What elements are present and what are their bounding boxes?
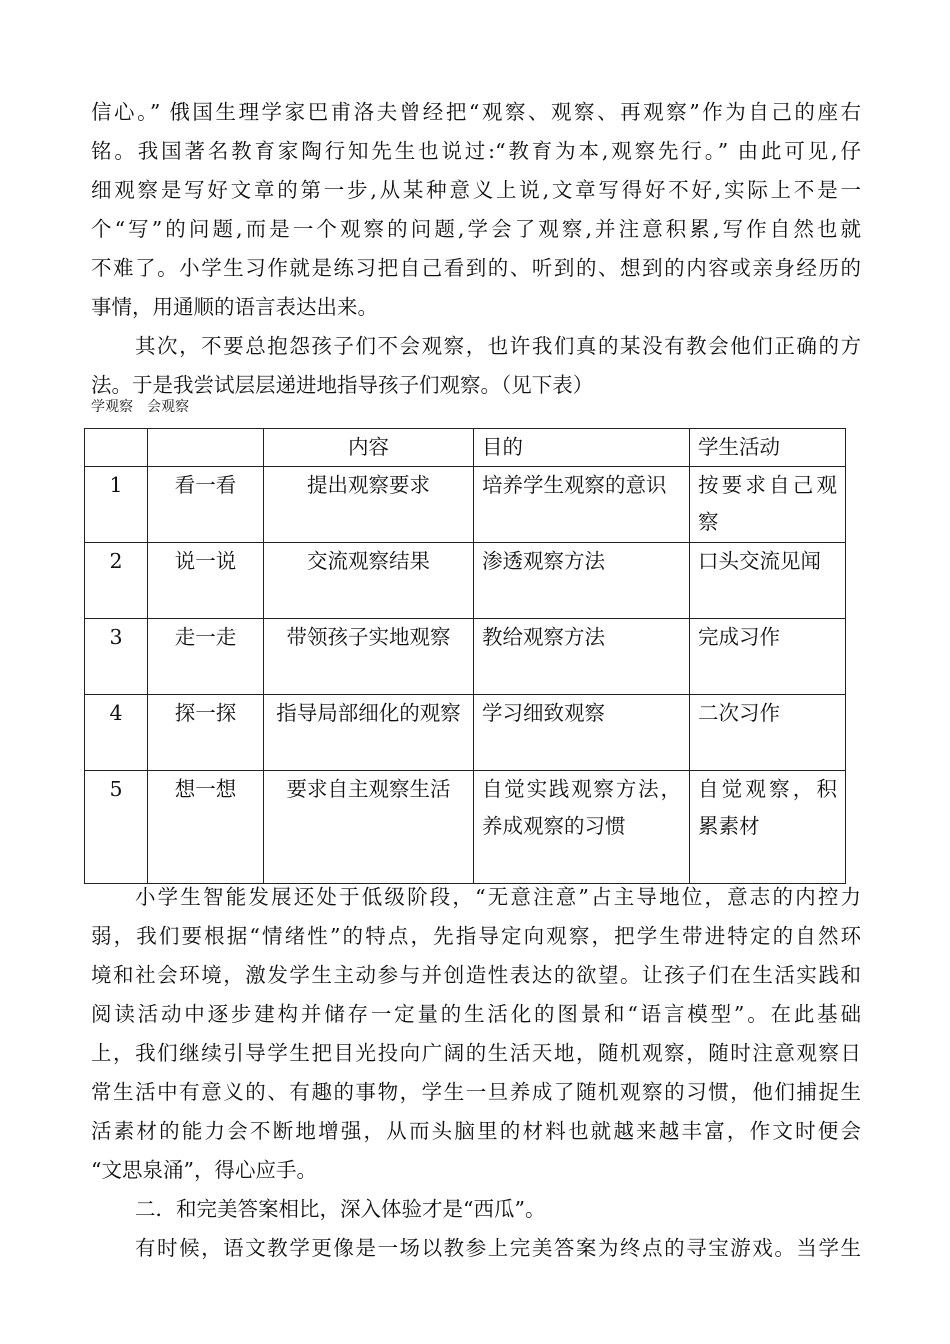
row-purpose: 学习细致观察 xyxy=(474,695,690,771)
text-line: 阅读活动中逐步建构并储存一定量的生活化的图景和“语言模型”。在此基础 xyxy=(91,1002,861,1026)
row-activity: 完成习作 xyxy=(690,619,846,695)
row-content: 带领孩子实地观察 xyxy=(264,619,474,695)
table-row xyxy=(85,619,846,695)
text-line: 活素材的能力会不断地增强，从而头脑里的材料也就越来越丰富，作文时便会 xyxy=(91,1119,861,1143)
text-line: 境和社会环境，激发学生主动参与并创造性表达的欲望。让孩子们在生活实践和 xyxy=(91,963,861,987)
table-header-row xyxy=(85,429,846,467)
text-line: 细观察是写好文章的第一步,从某种意义上说,文章写得好不好,实际上不是一 xyxy=(91,178,861,202)
row-activity: 二次习作 xyxy=(690,695,846,771)
text-line: 常生活中有意义的、有趣的事物，学生一旦养成了随机观察的习惯，他们捕捉生 xyxy=(91,1080,861,1104)
row-number: 1 xyxy=(85,467,148,543)
row-step: 探一探 xyxy=(148,695,264,771)
table-row xyxy=(85,771,846,884)
text-line: 事情，用通顺的语言表达出来。 xyxy=(91,295,378,319)
row-activity: 口头交流见闻 xyxy=(690,543,846,619)
row-content: 要求自主观察生活 xyxy=(264,771,474,884)
row-purpose: 教给观察方法 xyxy=(474,619,690,695)
text-line: 个“写”的问题,而是一个观察的问题,学会了观察,并注意积累,写作自然也就 xyxy=(91,217,861,241)
row-content: 指导局部细化的观察 xyxy=(264,695,474,771)
row-purpose: 培养学生观察的意识 xyxy=(474,467,690,543)
text-line: 法。于是我尝试层层递进地指导孩子们观察。（见下表） xyxy=(91,373,594,397)
row-number: 5 xyxy=(85,771,148,884)
table-caption: 学观察 会观察 xyxy=(91,399,189,415)
text-line: “文思泉涌”，得心应手。 xyxy=(91,1158,317,1182)
table-row xyxy=(85,467,846,543)
table-row xyxy=(85,695,846,771)
row-content: 交流观察结果 xyxy=(264,543,474,619)
text-line: 有时候，语文教学更像是一场以教参上完美答案为终点的寻宝游戏。当学生 xyxy=(135,1236,861,1260)
row-content: 提出观察要求 xyxy=(264,467,474,543)
row-step: 看一看 xyxy=(148,467,264,543)
text-line: 铭。我国著名教育家陶行知先生也说过:“教育为本,观察先行。” 由此可见,仔 xyxy=(91,139,861,163)
table-row xyxy=(85,543,846,619)
row-purpose: 渗透观察方法 xyxy=(474,543,690,619)
text-line: 其次，不要总抱怨孩子们不会观察，也许我们真的某没有教会他们正确的方 xyxy=(135,334,861,358)
header-cell-purpose: 目的 xyxy=(474,429,690,467)
row-step: 想一想 xyxy=(148,771,264,884)
row-number: 2 xyxy=(85,543,148,619)
header-cell xyxy=(85,429,148,467)
text-line: 信心。” 俄国生理学家巴甫洛夫曾经把“观察、观察、再观察”作为自己的座右 xyxy=(91,100,861,124)
observation-table xyxy=(84,428,846,884)
row-number: 3 xyxy=(85,619,148,695)
row-purpose: 自觉实践观察方法，养成观察的习惯 xyxy=(474,771,690,884)
text-line: 弱，我们要根据“情绪性”的特点，先指导定向观察，把学生带进特定的自然环 xyxy=(91,924,861,948)
text-line: 不难了。小学生习作就是练习把自己看到的、听到的、想到的内容或亲身经历的 xyxy=(91,256,861,280)
header-cell xyxy=(148,429,264,467)
section-heading: 二．和完美答案相比，深入体验才是“西瓜”。 xyxy=(135,1197,546,1221)
text-line: 小学生智能发展还处于低级阶段，“无意注意”占主导地位，意志的内控力 xyxy=(135,885,861,909)
text-line: 上，我们继续引导学生把目光投向广阔的生活天地，随机观察，随时注意观察日 xyxy=(91,1041,861,1065)
row-activity: 自觉观察，积累素材 xyxy=(690,771,846,884)
row-step: 说一说 xyxy=(148,543,264,619)
row-step: 走一走 xyxy=(148,619,264,695)
row-activity: 按要求自己观察 xyxy=(690,467,846,543)
row-number: 4 xyxy=(85,695,148,771)
header-cell-content: 内容 xyxy=(264,429,474,467)
header-cell-activity: 学生活动 xyxy=(690,429,846,467)
